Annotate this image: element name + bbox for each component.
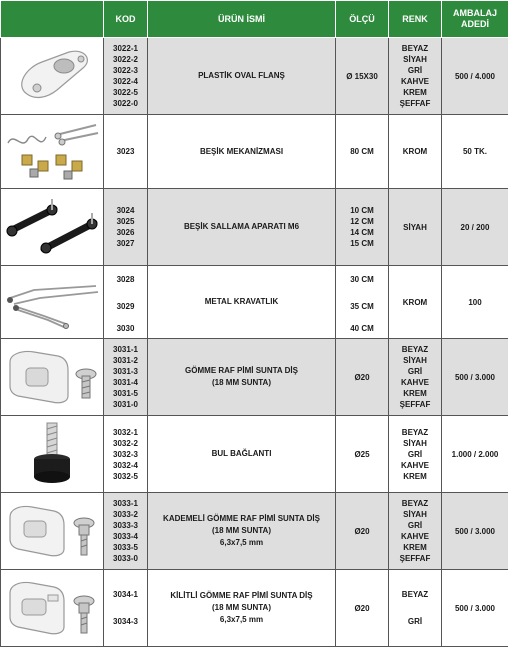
- kod-cell: 3024 3025 3026 3027: [104, 189, 148, 266]
- name-cell: GÖMME RAF PİMİ SUNTA DİŞ (18 MM SUNTA): [148, 339, 336, 416]
- name-cell: BEŞİK MEKANİZMASI: [148, 115, 336, 189]
- name-cell: PLASTİK OVAL FLANŞ: [148, 38, 336, 115]
- ambalaj-cell: 500 / 3.000: [442, 570, 508, 647]
- name-cell: KİLİTLİ GÖMME RAF PİMİ SUNTA DİŞ (18 MM SUNTA) 6,3x7,5 mm: [148, 570, 336, 647]
- metal-tie-rod-icon: [4, 272, 100, 332]
- table-row: [1, 38, 508, 115]
- olcu-cell: Ø 15X30: [336, 38, 389, 115]
- olcu-cell: 80 CM: [336, 115, 389, 189]
- olcu-cell: 30 CM 35 CM 40 CM: [336, 266, 389, 339]
- ambalaj-cell: 1.000 / 2.000: [442, 416, 508, 493]
- ambalaj-cell: 500 / 3.000: [442, 493, 508, 570]
- header-image: [1, 1, 104, 38]
- ambalaj-cell: 500 / 3.000: [442, 339, 508, 416]
- ambalaj-cell: 50 TK.: [442, 115, 508, 189]
- oval-flange-icon: [7, 46, 97, 106]
- olcu-cell: Ø20: [336, 493, 389, 570]
- locking-shelf-pin-icon: [4, 575, 100, 641]
- olcu-cell: Ø20: [336, 339, 389, 416]
- table-row: [1, 416, 508, 493]
- renk-cell: BEYAZ SİYAH GRİ KAHVE KREM: [389, 416, 442, 493]
- product-image: [1, 189, 104, 266]
- ambalaj-cell: 500 / 4.000: [442, 38, 508, 115]
- header-urun: ÜRÜN İSMİ: [148, 1, 336, 38]
- table-row: [1, 339, 508, 416]
- olcu-cell: 10 CM 12 CM 14 CM 15 CM: [336, 189, 389, 266]
- product-image: [1, 416, 104, 493]
- renk-cell: BEYAZ SİYAH GRİ KAHVE KREM ŞEFFAF: [389, 493, 442, 570]
- kod-cell: 3031-1 3031-2 3031-3 3031-4 3031-5 3031-0: [104, 339, 148, 416]
- product-image: [1, 493, 104, 570]
- olcu-cell: Ø25: [336, 416, 389, 493]
- header-ambalaj: AMBALAJ ADEDİ: [442, 1, 508, 38]
- kod-cell: 3028 3029 3030: [104, 266, 148, 339]
- renk-cell: BEYAZ GRİ: [389, 570, 442, 647]
- stepped-shelf-pin-icon: [4, 499, 100, 563]
- table-row: [1, 189, 508, 266]
- product-image: [1, 339, 104, 416]
- olcu-cell: Ø20: [336, 570, 389, 647]
- kod-cell: 3033-1 3033-2 3033-3 3033-4 3033-5 3033-0: [104, 493, 148, 570]
- renk-cell: SİYAH: [389, 189, 442, 266]
- product-image: [1, 266, 104, 339]
- table-row: [1, 493, 508, 570]
- cradle-mechanism-icon: [4, 121, 100, 183]
- name-cell: BEŞİK SALLAMA APARATI M6: [148, 189, 336, 266]
- renk-cell: BEYAZ SİYAH GRİ KAHVE KREM ŞEFFAF: [389, 38, 442, 115]
- kod-cell: 3032-1 3032-2 3032-3 3032-4 3032-5: [104, 416, 148, 493]
- name-cell: BUL BAĞLANTI: [148, 416, 336, 493]
- renk-cell: KROM: [389, 115, 442, 189]
- cradle-rocking-arm-icon: [4, 195, 100, 259]
- table-row: [1, 266, 508, 339]
- name-cell: METAL KRAVATLIK: [148, 266, 336, 339]
- header-row: [1, 1, 508, 38]
- ambalaj-cell: 20 / 200: [442, 189, 508, 266]
- product-image: [1, 115, 104, 189]
- kod-cell: 3034-1 3034-3: [104, 570, 148, 647]
- shelf-pin-icon: [4, 346, 100, 408]
- header-kod: KOD: [104, 1, 148, 38]
- name-cell: KADEMELİ GÖMME RAF PİMİ SUNTA DİŞ (18 MM SUNTA) 6,3x7,5 mm: [148, 493, 336, 570]
- bul-connector-icon: [7, 419, 97, 489]
- product-image: [1, 38, 104, 115]
- header-olcu: ÖLÇÜ: [336, 1, 389, 38]
- kod-cell: 3023: [104, 115, 148, 189]
- renk-cell: BEYAZ SİYAH GRİ KAHVE KREM ŞEFFAF: [389, 339, 442, 416]
- renk-cell: KROM: [389, 266, 442, 339]
- table-row: [1, 570, 508, 647]
- table-row: [1, 115, 508, 189]
- header-renk: RENK: [389, 1, 442, 38]
- ambalaj-cell: 100: [442, 266, 508, 339]
- product-image: [1, 570, 104, 647]
- kod-cell: 3022-1 3022-2 3022-3 3022-4 3022-5 3022-0: [104, 38, 148, 115]
